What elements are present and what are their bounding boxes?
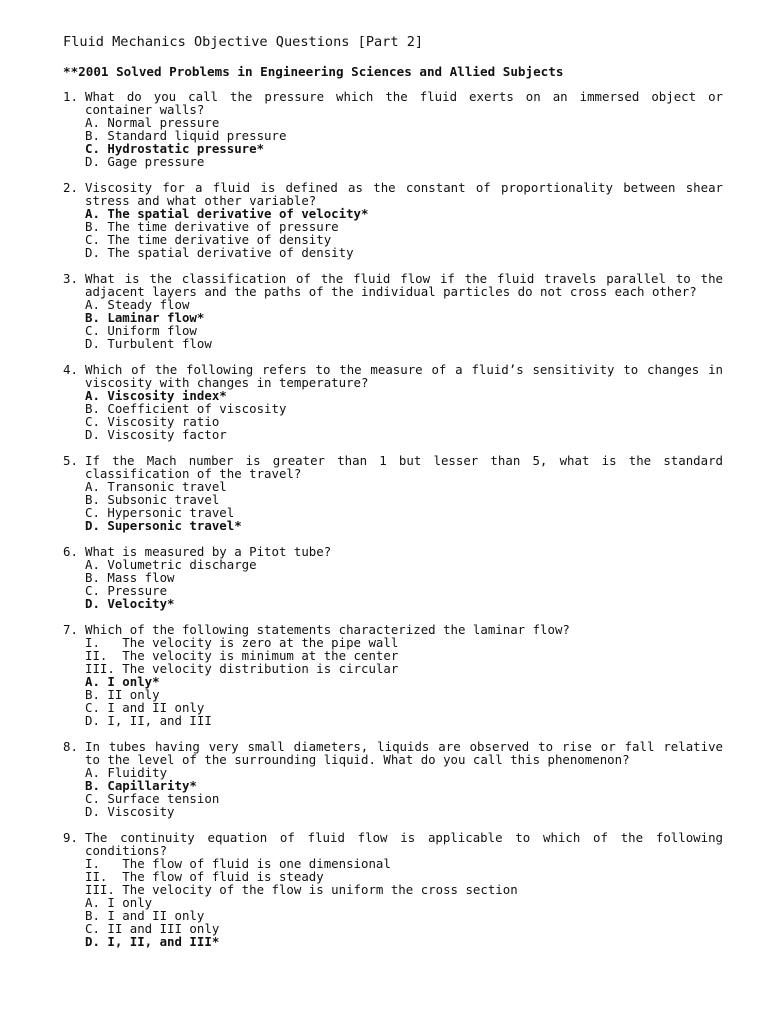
question-item [63, 831, 723, 948]
question-number: 8. [63, 739, 78, 754]
question-text: What do you call the pressure which the fluid exerts on an immersed object or container walls? [85, 89, 723, 117]
answer-option: A. I only [85, 895, 153, 910]
question-number: 6. [63, 544, 78, 559]
answer-option: D. I, II, and III [85, 713, 212, 728]
question-item [63, 90, 723, 168]
answer-option: D. Gage pressure [85, 154, 205, 169]
question-number: 2. [63, 180, 78, 195]
page-subtitle: **2001 Solved Problems in Engineering Sciences and Allied Subjects [63, 64, 564, 79]
answer-option: B. The time derivative of pressure [85, 219, 339, 234]
answer-option: C. Viscosity ratio [85, 414, 220, 429]
question-item [63, 623, 723, 727]
answer-option-correct: A. The spatial derivative of velocity* [85, 206, 369, 221]
question-text: What is the classification of the fluid flow if the fluid travels parallel to the adjacent layers and the paths of the individual particles do not cross each other? [85, 271, 723, 299]
question-statement: III. The velocity of the flow is uniform the cross section [85, 882, 518, 897]
question-text: If the Mach number is greater than 1 but lesser than 5, what is the standard classification of the travel? [85, 453, 723, 481]
answer-option: B. Mass flow [85, 570, 175, 585]
question-text: Which of the following statements characterized the laminar flow? [85, 622, 570, 637]
answer-option: A. Fluidity [85, 765, 168, 780]
question-item [63, 272, 723, 350]
question-statement: I. The velocity is zero at the pipe wall [85, 635, 399, 650]
answer-option: C. Uniform flow [85, 323, 197, 338]
question-number: 4. [63, 362, 78, 377]
answer-option: D. The spatial derivative of density [85, 245, 354, 260]
document-page [63, 34, 723, 961]
answer-option-correct: A. Viscosity index* [85, 388, 227, 403]
question-text: The continuity equation of fluid flow is applicable to which of the following conditions? [85, 830, 723, 858]
question-statement: III. The velocity distribution is circular [85, 661, 399, 676]
answer-option-correct: C. Hydrostatic pressure* [85, 141, 265, 156]
question-text: Viscosity for a fluid is defined as the constant of proportionality between shear stress and what other variable? [85, 180, 723, 208]
answer-option: B. Coefficient of viscosity [85, 401, 287, 416]
question-text: In tubes having very small diameters, liquids are observed to rise or fall relative to the level of the surrounding liquid. What do you call this phenomenon? [85, 739, 723, 767]
answer-option: B. Subsonic travel [85, 492, 220, 507]
answer-option: C. Surface tension [85, 791, 220, 806]
question-list [63, 90, 723, 948]
answer-option: A. Volumetric discharge [85, 557, 257, 572]
answer-option: B. I and II only [85, 908, 205, 923]
question-statement: II. The flow of fluid is steady [85, 869, 324, 884]
question-item [63, 740, 723, 818]
answer-option-correct: B. Capillarity* [85, 778, 197, 793]
question-item [63, 181, 723, 259]
question-number: 9. [63, 830, 78, 845]
question-item [63, 545, 723, 610]
answer-option-correct: D. I, II, and III* [85, 934, 220, 949]
question-number: 1. [63, 89, 78, 104]
answer-option: D. Viscosity [85, 804, 175, 819]
answer-option: A. Normal pressure [85, 115, 220, 130]
answer-option: C. The time derivative of density [85, 232, 332, 247]
answer-option: D. Viscosity factor [85, 427, 227, 442]
answer-option: B. II only [85, 687, 160, 702]
answer-option: A. Transonic travel [85, 479, 227, 494]
question-text: What is measured by a Pitot tube? [85, 544, 332, 559]
answer-option-correct: A. I only* [85, 674, 160, 689]
question-item [63, 454, 723, 532]
answer-option: B. Standard liquid pressure [85, 128, 287, 143]
question-item [63, 363, 723, 441]
answer-option-correct: D. Velocity* [85, 596, 175, 611]
question-number: 3. [63, 271, 78, 286]
question-statement: I. The flow of fluid is one dimensional [85, 856, 391, 871]
answer-option: C. II and III only [85, 921, 220, 936]
answer-option: C. I and II only [85, 700, 205, 715]
question-number: 5. [63, 453, 78, 468]
question-statement: II. The velocity is minimum at the center [85, 648, 399, 663]
answer-option: C. Pressure [85, 583, 168, 598]
question-text: Which of the following refers to the measure of a fluid’s sensitivity to changes in viscosity with changes in temperature? [85, 362, 723, 390]
answer-option: D. Turbulent flow [85, 336, 212, 351]
answer-option: A. Steady flow [85, 297, 190, 312]
answer-option: C. Hypersonic travel [85, 505, 235, 520]
page-title: Fluid Mechanics Objective Questions [Part 2] [63, 34, 424, 50]
question-number: 7. [63, 622, 78, 637]
answer-option-correct: B. Laminar flow* [85, 310, 205, 325]
answer-option-correct: D. Supersonic travel* [85, 518, 242, 533]
